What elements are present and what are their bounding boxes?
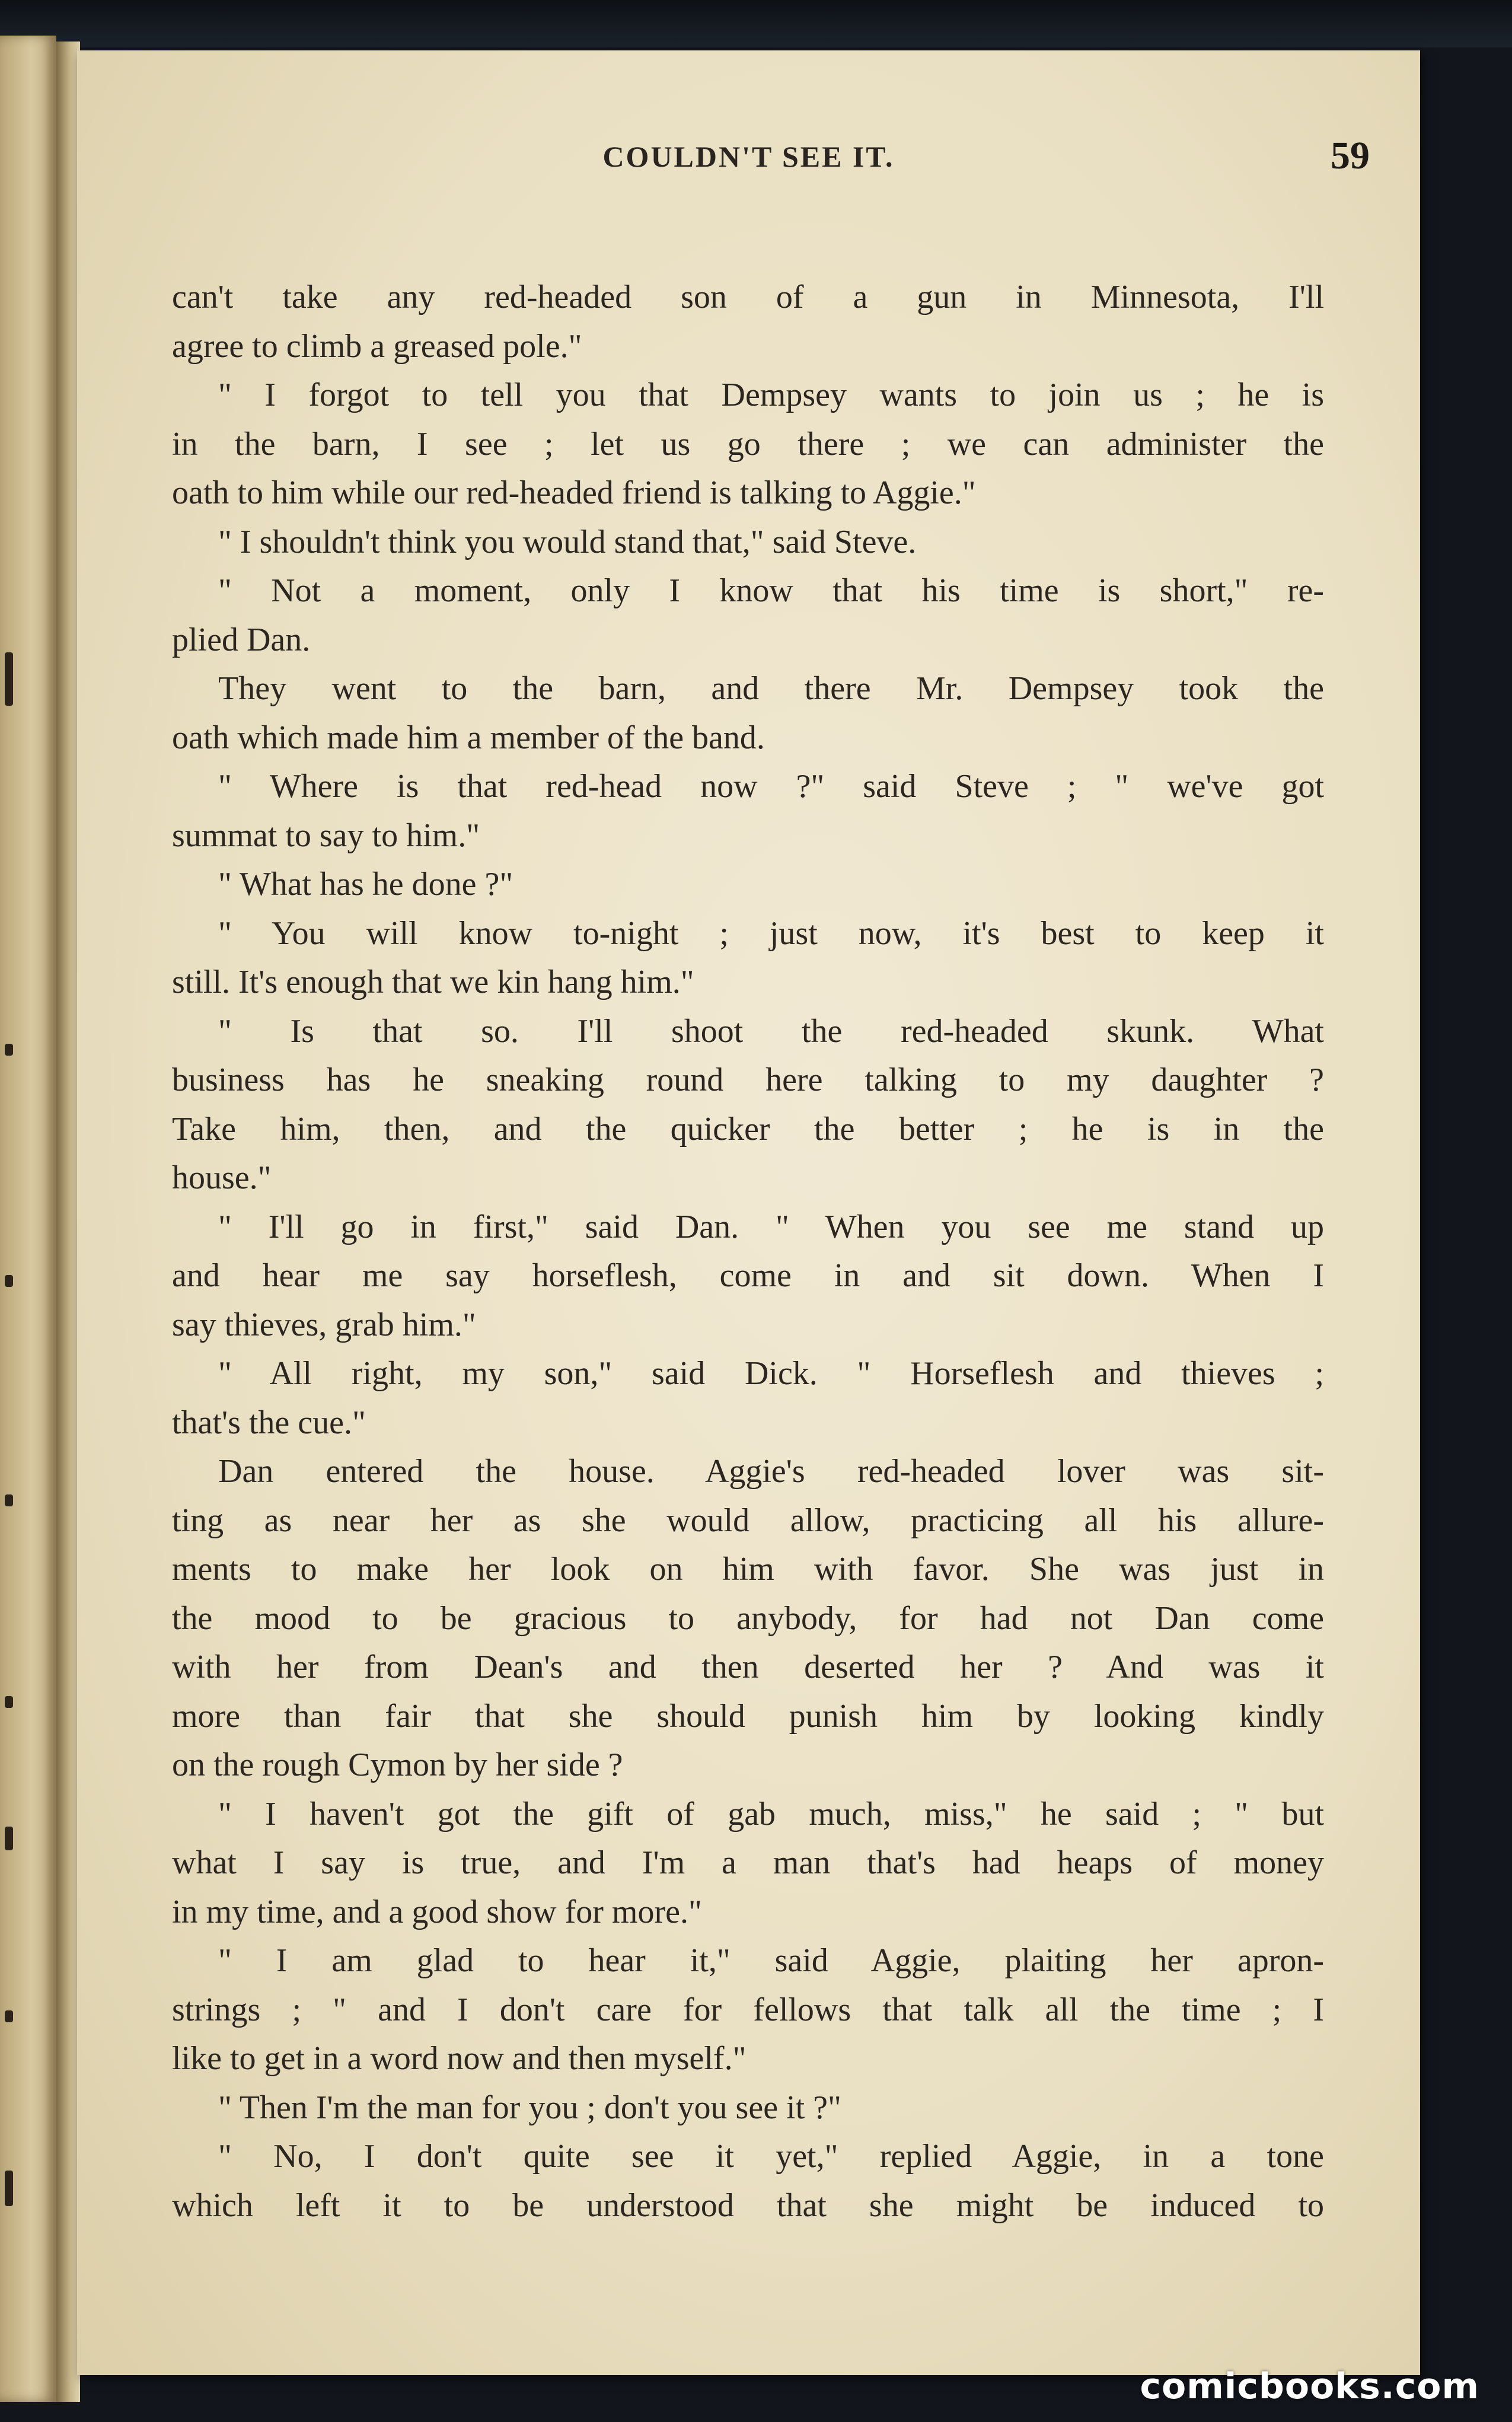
facing-page-mark [5, 2171, 13, 2206]
text-line: " Is that so. I'll shoot the red-headed skunk. What [218, 1012, 1324, 1050]
text-line: " I am glad to hear it," said Aggie, plaiting her apron- [218, 1942, 1324, 1979]
facing-page-mark [5, 2010, 13, 2022]
text-line: house." [172, 1159, 272, 1196]
text-line: and hear me say horseflesh, come in and sit down. When I [172, 1257, 1324, 1294]
text-line: can't take any red-headed son of a gun in Minnesota, I'll [172, 279, 1324, 316]
text-line: They went to the barn, and there Mr. Dempsey took the [218, 670, 1324, 707]
text-line: " Not a moment, only I know that his time is short," re- [218, 572, 1324, 609]
page-header [77, 134, 1420, 211]
text-line: Take him, then, and the quicker the better ; he is in the [172, 1110, 1324, 1148]
text-line: " I'll go in first," said Dan. " When you see me stand up [218, 1208, 1324, 1245]
body-text [172, 273, 1324, 2230]
facing-page-mark [5, 1044, 13, 1056]
text-line: ting as near her as she would allow, practicing all his allure- [172, 1502, 1324, 1539]
text-line: with her from Dean's and then deserted her ? And was it [172, 1649, 1324, 1685]
text-line: oath which made him a member of the band. [172, 719, 765, 756]
text-line: what I say is true, and I'm a man that's had heaps of money [172, 1844, 1324, 1881]
running-title: COULDN'T SEE IT. [602, 140, 895, 173]
text-line: agree to climb a greased pole." [172, 327, 582, 365]
text-line: " No, I don't quite see it yet," replied Aggie, in a tone [218, 2138, 1324, 2175]
text-line: " Then I'm the man for you ; don't you see it ?" [218, 2089, 841, 2126]
facing-page-mark [5, 1494, 13, 1506]
text-line: still. It's enough that we kin hang him." [172, 964, 694, 1000]
facing-page-mark [5, 1275, 13, 1287]
text-line: " I forgot to tell you that Dempsey wants to join us ; he is [218, 377, 1324, 413]
text-line: oath to him while our red-headed friend is talking to Aggie." [172, 474, 976, 511]
facing-page-marks [0, 36, 24, 2402]
page-number: 59 [1331, 134, 1370, 177]
text-line: ments to make her look on him with favor. She was just in [172, 1551, 1324, 1588]
text-line: " You will know to-night ; just now, it's best to keep it [218, 914, 1324, 952]
text-line: like to get in a word now and then myself." [172, 2040, 747, 2077]
facing-page-mark [5, 652, 13, 706]
facing-page-mark [5, 1696, 13, 1708]
text-line: more than fair that she should punish him by looking kindly [172, 1697, 1324, 1735]
text-line: " I shouldn't think you would stand that," said Steve. [218, 523, 917, 560]
text-line: Dan entered the house. Aggie's red-headed lover was sit- [218, 1453, 1324, 1490]
text-line: which left it to be understood that she might be induced to [172, 2187, 1324, 2224]
binding-top [0, 0, 1512, 47]
text-line: " All right, my son," said Dick. " Horseflesh and thieves ; [218, 1355, 1324, 1392]
text-line: that's the cue." [172, 1404, 366, 1441]
text-line: in my time, and a good show for more." [172, 1893, 702, 1930]
watermark: comicbooks.com [1140, 2366, 1479, 2407]
page-gutter [56, 42, 80, 2402]
book-page [77, 50, 1420, 2375]
text-line: on the rough Cymon by her side ? [172, 1747, 623, 1783]
facing-page-mark [5, 1827, 13, 1850]
text-line: " I haven't got the gift of gab much, miss," he said ; " but [218, 1795, 1324, 1833]
text-line: plied Dan. [172, 621, 311, 658]
text-line: say thieves, grab him." [172, 1306, 476, 1343]
text-line: summat to say to him." [172, 817, 480, 854]
text-line: business has he sneaking round here talking to my daughter ? [172, 1062, 1324, 1098]
text-line: " Where is that red-head now ?" said Steve ; " we've got [218, 768, 1324, 805]
text-line: the mood to be gracious to anybody, for had not Dan come [172, 1599, 1324, 1637]
text-line: " What has he done ?" [218, 866, 513, 903]
text-line: in the barn, I see ; let us go there ; we can administer the [172, 425, 1324, 463]
text-line: strings ; " and I don't care for fellows that talk all the time ; I [172, 1991, 1324, 2028]
